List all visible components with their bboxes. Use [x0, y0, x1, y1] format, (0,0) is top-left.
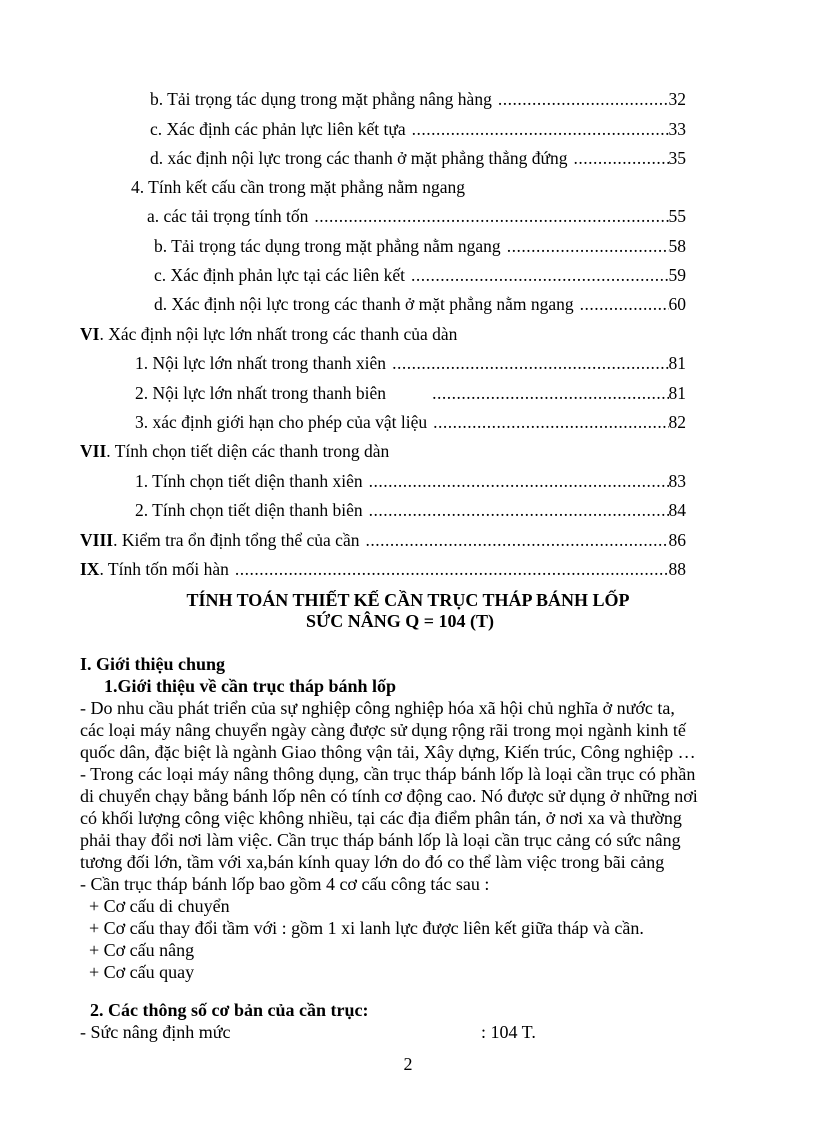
toc-entry	[135, 351, 686, 375]
list-item: + Cơ cấu di chuyển	[80, 896, 230, 916]
paragraph-line: phải thay đổi nơi làm việc. Cần trục tháp bánh lốp là loại cần trục cảng có sức nâng	[80, 830, 681, 850]
document-title: TÍNH TOÁN THIẾT KẾ CẦN TRỤC THÁP BÁNH LỐP	[186, 590, 630, 610]
toc-leader	[365, 528, 668, 552]
paragraph-line: có khối lượng công việc không nhiều, tại các địa điểm phân tán, ở nơi xa và thường	[80, 808, 682, 828]
toc-entry	[154, 263, 686, 287]
toc-leader	[507, 234, 669, 258]
toc-leader	[235, 557, 669, 581]
toc-page: 59	[668, 265, 686, 285]
toc-label: d. xác định nội lực trong các thanh ở mặt phẳng thẳng đứng	[150, 148, 568, 168]
toc-page: 81	[668, 383, 686, 403]
toc-label: b. Tải trọng tác dụng trong mặt phẳng nâng hàng	[150, 89, 492, 109]
toc-leader	[580, 292, 669, 316]
toc-leader	[314, 204, 668, 228]
toc-label: 3. xác định giới hạn cho phép của vật liệu	[135, 412, 428, 432]
toc-leader	[432, 381, 668, 405]
toc-leader	[433, 410, 668, 434]
toc-label	[80, 322, 457, 346]
list-item: + Cơ cấu thay đổi tầm với : gồm 1 xi lanh lực được liên kết giữa tháp và cần.	[80, 918, 644, 938]
param-value: : 104 T.	[481, 1022, 536, 1042]
toc-page: 35	[668, 148, 686, 168]
section-heading: I. Giới thiệu chung	[80, 654, 226, 674]
toc-label: 2. Tính chọn tiết diện thanh biên	[135, 500, 363, 520]
toc-roman: VIII	[80, 530, 114, 550]
toc-label: c. Xác định các phản lực liên kết tựa	[150, 119, 406, 139]
toc-label: b. Tải trọng tác dụng trong mặt phẳng nằm ngang	[154, 236, 501, 256]
toc-entry	[135, 498, 686, 522]
toc-leader	[369, 469, 669, 493]
toc-page: 81	[668, 353, 686, 373]
paragraph-line: - Cần trục tháp bánh lốp bao gồm 4 cơ cấu công tác sau :	[80, 874, 490, 894]
toc-page: 58	[668, 236, 686, 256]
subsection-heading: 1.Giới thiệu về cần trục tháp bánh lốp	[104, 676, 397, 696]
paragraph-line: quốc dân, đặc biệt là ngành Giao thông vận tải, Xây dựng, Kiến trúc, Công nghiệp …	[80, 742, 696, 762]
subsection-heading: 2. Các thông số cơ bản của cần trục:	[90, 1000, 369, 1020]
toc-label: 2. Nội lực lớn nhất trong thanh biên	[135, 383, 387, 403]
toc-page: 83	[668, 471, 686, 491]
list-item: + Cơ cấu nâng	[80, 940, 195, 960]
list-item: + Cơ cấu quay	[80, 962, 195, 982]
toc-entry	[154, 292, 686, 316]
toc-page: 60	[668, 294, 686, 314]
toc-entry	[150, 146, 686, 170]
toc-text: . Tính chọn tiết diện các thanh trong dàn	[106, 441, 390, 461]
toc-label: c. Xác định phản lực tại các liên kết	[154, 265, 405, 285]
paragraph-line: - Do nhu cầu phát triển của sự nghiệp công nghiệp hóa xã hội chủ nghĩa ở nước ta,	[80, 698, 675, 718]
toc-page: 86	[668, 530, 686, 550]
toc-roman: IX	[80, 559, 100, 579]
toc-label: 1. Nội lực lớn nhất trong thanh xiên	[135, 353, 387, 373]
toc-label: a. các tải trọng tính tốn	[147, 206, 309, 226]
toc-entry	[135, 410, 686, 434]
toc-leader	[369, 498, 669, 522]
toc-page: 32	[668, 89, 686, 109]
toc-entry	[80, 557, 686, 581]
toc-entry	[150, 87, 686, 111]
toc-leader	[411, 263, 669, 287]
toc-label	[80, 557, 229, 581]
toc-label: d. Xác định nội lực trong các thanh ở mặt phẳng nằm ngang	[154, 294, 574, 314]
toc-page: 84	[668, 500, 686, 520]
toc-label	[80, 439, 389, 463]
param-label: - Sức nâng định mức	[80, 1022, 231, 1042]
toc-leader	[412, 117, 669, 141]
paragraph-line: di chuyển chạy bằng bánh lốp nên có tính cơ động cao. Nó được sử dụng ở những nơi	[80, 786, 698, 806]
toc-entry	[135, 469, 686, 493]
paragraph-line: - Trong các loại máy nâng thông dụng, cần trục tháp bánh lốp là loại cần trục có phần	[80, 764, 696, 784]
toc-entry	[80, 322, 686, 346]
toc-entry	[154, 234, 686, 258]
toc-leader	[574, 146, 669, 170]
paragraph-line: tương đối lớn, tầm với xa,bán kính quay lớn do đó co thể làm việc trong bãi cảng	[80, 852, 665, 872]
toc-page: 88	[668, 559, 686, 579]
toc-text: . Tính tốn mối hàn	[99, 559, 229, 579]
toc-label: 1. Tính chọn tiết diện thanh xiên	[135, 471, 363, 491]
page-number: 2	[403, 1054, 413, 1074]
toc-leader	[498, 87, 669, 111]
document-subtitle: SỨC NÂNG Q = 104 (T)	[305, 611, 495, 631]
toc-text: . Kiểm tra ổn định tổng thể của cần	[113, 530, 360, 550]
toc-label	[80, 528, 359, 552]
toc-roman: VII	[80, 441, 107, 461]
toc-entry	[80, 528, 686, 552]
toc-entry	[147, 204, 686, 228]
toc-entry	[135, 381, 686, 405]
toc-leader	[392, 351, 668, 375]
toc-page: 33	[668, 119, 686, 139]
toc-page: 55	[668, 206, 686, 226]
toc-entry	[131, 175, 686, 199]
toc-page: 82	[668, 412, 686, 432]
toc-text: . Xác định nội lực lớn nhất trong các thanh của dàn	[99, 324, 458, 344]
paragraph-line: các loại máy nâng chuyển ngày càng được sử dụng rộng rãi trong mọi ngành kinh tế	[80, 720, 686, 740]
toc-label: 4. Tính kết cấu cần trong mặt phẳng nằm ngang	[131, 177, 466, 197]
toc-roman: VI	[80, 324, 100, 344]
toc-entry	[80, 439, 686, 463]
toc-entry	[150, 117, 686, 141]
